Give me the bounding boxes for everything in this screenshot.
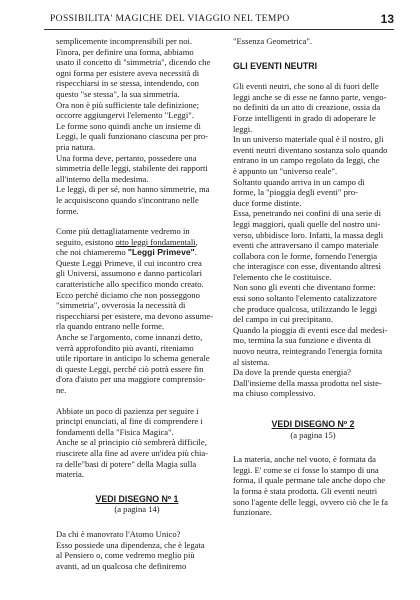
- text-line: usato il concetto di "simmetria", dicendo che: [56, 57, 211, 68]
- paragraph-gap: [233, 71, 393, 81]
- paragraph-gap: [56, 396, 218, 406]
- page-number: 13: [380, 12, 394, 26]
- text-line: "Essenza Geometrica".: [233, 36, 313, 46]
- text-line: Abbiate un poco di pazienza per seguire i: [56, 405, 199, 416]
- text-line: è appunto un "universo reale".: [233, 165, 338, 176]
- paragraph-eventi-neutri: [233, 81, 393, 399]
- text-line: nuovo neutra, reintegrando l'energia fornita: [233, 346, 383, 357]
- text-line: entrano in un campo regolato da leggi, che: [233, 155, 380, 166]
- text-line: rispecchiarsi in se stessa, intendendo, con: [56, 78, 199, 89]
- text-line: Le forme sono quindi anche un insieme di: [56, 120, 201, 131]
- text-line: Quando la pioggia di eventi esce dal medesi-: [233, 324, 388, 335]
- text-line: Ecco perché diciamo che non posseggono: [56, 289, 200, 300]
- text-line: Una forma deve, pertanto, possedere una: [56, 152, 197, 163]
- text-line: Ora non è più sufficiente tale definizione;: [56, 99, 200, 110]
- text-line: all'interno della medesima.: [56, 173, 149, 184]
- text-line: Essa, penetrando nei confini di una serie di: [233, 208, 381, 219]
- text-line: materia.: [56, 469, 84, 480]
- paragraph-materia: [233, 454, 393, 518]
- paragraph-fisica-magica: [56, 406, 218, 480]
- text-line: principi enunciati, al fine di comprendere i: [56, 416, 203, 427]
- text-line: Le leggi, di per sé, non hanno simmetrie, ma: [56, 184, 210, 195]
- text-line: Dall'insieme della massa prodotta nel siste-: [233, 377, 382, 388]
- text-line: leggi anche se di esse ne fanno parte, vengo-: [233, 91, 387, 102]
- text-line: leggi maggiori, quali quelle del nostro uni-: [233, 218, 381, 229]
- text-line: "simmetria", ovverosia la necessità di: [56, 300, 186, 311]
- text-fragment: seguito, esistono: [56, 236, 116, 247]
- text-line: avanti, ad un qualcosa che definiremo: [56, 560, 187, 571]
- paragraph-gap: [233, 399, 393, 413]
- text-line: Finora, per definire una forma, abbiamo: [56, 46, 194, 57]
- text-line: pria natura.: [56, 141, 96, 152]
- text-line: La materia, anche nel vuoto, è formata da: [233, 454, 376, 465]
- text-line: sono l'agente delle leggi, ovvero ciò che le fa: [233, 496, 388, 507]
- text-line: rispecchiarsi per esistere, ma devono assume-: [56, 310, 214, 321]
- text-fragment: ,: [195, 236, 198, 247]
- text-fragment: che noi chiameremo: [56, 247, 128, 258]
- section-heading: GLI EVENTI NEUTRI: [233, 60, 318, 71]
- text-line: fondamenti della "Fisica Magica".: [56, 426, 174, 437]
- text-line: rla quando entrano nelle forme.: [56, 321, 165, 332]
- text-line: leggi.: [233, 123, 253, 134]
- text-line: riuscirete alla fine ad avere un'idea più chia-: [56, 447, 209, 458]
- text-line: al sistema.: [233, 356, 270, 367]
- text-line: ra delle"basi di potere" della Magia sulla: [56, 458, 197, 469]
- running-title: POSSIBILITA' MAGICHE DEL VIAGGIO NEL TEMPO: [50, 14, 290, 24]
- text-line: del campo in cui precipitano.: [233, 314, 333, 325]
- text-line: ma chiuso complessivo.: [233, 388, 316, 399]
- left-column: [56, 36, 218, 571]
- figure-page-2: (a pagina 15): [290, 429, 336, 440]
- text-line: ogni forma per esistere aveva necessità di: [56, 67, 200, 78]
- paragraph-atomo-unico: [56, 529, 218, 571]
- text-line: leggi. E' come se ci fosse lo stampo di una: [233, 464, 379, 475]
- text-fragment: .: [194, 247, 197, 258]
- text-line: Soltanto quando arriva in un campo di: [233, 176, 365, 187]
- text-line: Gli eventi neutri, che sono al di fuori delle: [233, 81, 379, 92]
- underlined-term: otto leggi fondamentali: [115, 236, 196, 247]
- text-line: Anche se al principio ciò sembrerà difficile,: [56, 437, 207, 448]
- text-line: forme, la "pioggia degli eventi" pro-: [233, 187, 358, 198]
- text-line: di queste Leggi, perché ciò potrà essere fin: [56, 363, 204, 374]
- text-line: utile riportare in anticipo lo schema generale: [56, 353, 210, 364]
- text-line: che produce qualcosa, utilizzando le leggi: [233, 303, 378, 314]
- text-line: Anche se l'argomento, come innanzi detto,: [56, 332, 203, 343]
- text-line: In un universo materiale qual è il nostro, gli: [233, 134, 384, 145]
- text-line: Come più dettagliatamente vedremo in: [56, 226, 190, 237]
- text-line: Esso possiede una dipendenza, che è legata: [56, 539, 205, 550]
- paragraph-forme-leggi: [56, 36, 218, 216]
- paragraph-leggi-primeve: [56, 226, 218, 396]
- text-line: gli Universi, assumono e danno particolari: [56, 268, 203, 279]
- text-line: no definiti da un atto di creazione, ossia da: [233, 102, 381, 113]
- text-line: questo "se stessa", la sua simmetria.: [56, 88, 180, 99]
- paragraph-gap: [233, 47, 393, 61]
- text-line: semplicemente incomprensibili per noi.: [56, 36, 193, 46]
- text-line: essi sono soltanto l'elemento catalizzatore: [233, 293, 377, 304]
- text-line: Non sono gli eventi che diventano forme:: [233, 282, 376, 293]
- figure-reference-1: VEDI DISEGNO Nº 1: [95, 493, 179, 504]
- text-line: funzionare.: [233, 507, 272, 518]
- text-line: d'ora d'aiuto per una maggiore comprensio-: [56, 374, 206, 385]
- figure-page-1: (a pagina 14): [114, 504, 160, 515]
- text-line: forma, il quale permane tale anche dopo che: [233, 475, 386, 486]
- bold-term: "Leggi Primeve": [127, 247, 195, 258]
- text-line: la forma è stata prodotta. Gli eventi neutri: [233, 485, 378, 496]
- text-line: che interagisce con esse, diventando altresì: [233, 261, 381, 272]
- text-line: duce forme distinte.: [233, 197, 302, 208]
- text-line: mo, termina la sua funzione e diventa di: [233, 335, 371, 346]
- text-line: occorre aggiungervi l'elemento "Leggi".: [56, 110, 194, 121]
- text-line: collabora con le forme, fornendo l'energia: [233, 250, 378, 261]
- paragraph-gap: [233, 440, 393, 454]
- text-line: [56, 237, 218, 248]
- paragraph-gap: [56, 216, 218, 226]
- text-line: eventi neutri diventano sostanza solo quando: [233, 144, 388, 155]
- text-line: verrà approfondito più avanti, riteniamo: [56, 342, 194, 353]
- text-line: verso, ubbidisce loro. Infatti, la massa degli: [233, 229, 384, 240]
- header-rule: [44, 29, 394, 30]
- right-column: [233, 36, 393, 518]
- text-line: Leggi, le quali funzionano ciascuna per pro-: [56, 131, 209, 142]
- text-line: le acquisiscono quando s'incontrano nelle: [56, 194, 199, 205]
- text-line: Forze intelligenti in grado di adoperare le: [233, 112, 376, 123]
- text-line: l'elemento che le costituisce.: [233, 271, 332, 282]
- page-header: [44, 12, 394, 28]
- text-line: Da dove la prende questa energia?: [233, 367, 351, 378]
- paragraph-gap: [56, 515, 218, 529]
- text-line: caratteristiche allo specifico mondo creato.: [56, 279, 204, 290]
- text-line: al Pensiero o, come vedremo meglio più: [56, 550, 195, 561]
- text-line: simmetria delle leggi, stabilente dei rapporti: [56, 163, 208, 174]
- text-line: [56, 247, 218, 258]
- text-line: forme.: [56, 205, 79, 216]
- text-line: Queste Leggi Primeve, il cui incontro crea: [56, 257, 202, 268]
- paragraph-gap: [56, 480, 218, 494]
- figure-reference-2: VEDI DISEGNO Nº 2: [271, 419, 355, 429]
- text-line: Da chi è manovrato l'Atomo Unico?: [56, 528, 181, 539]
- text-line: eventi che attraversano il campo materiale: [233, 240, 379, 251]
- text-line: ne.: [56, 385, 67, 395]
